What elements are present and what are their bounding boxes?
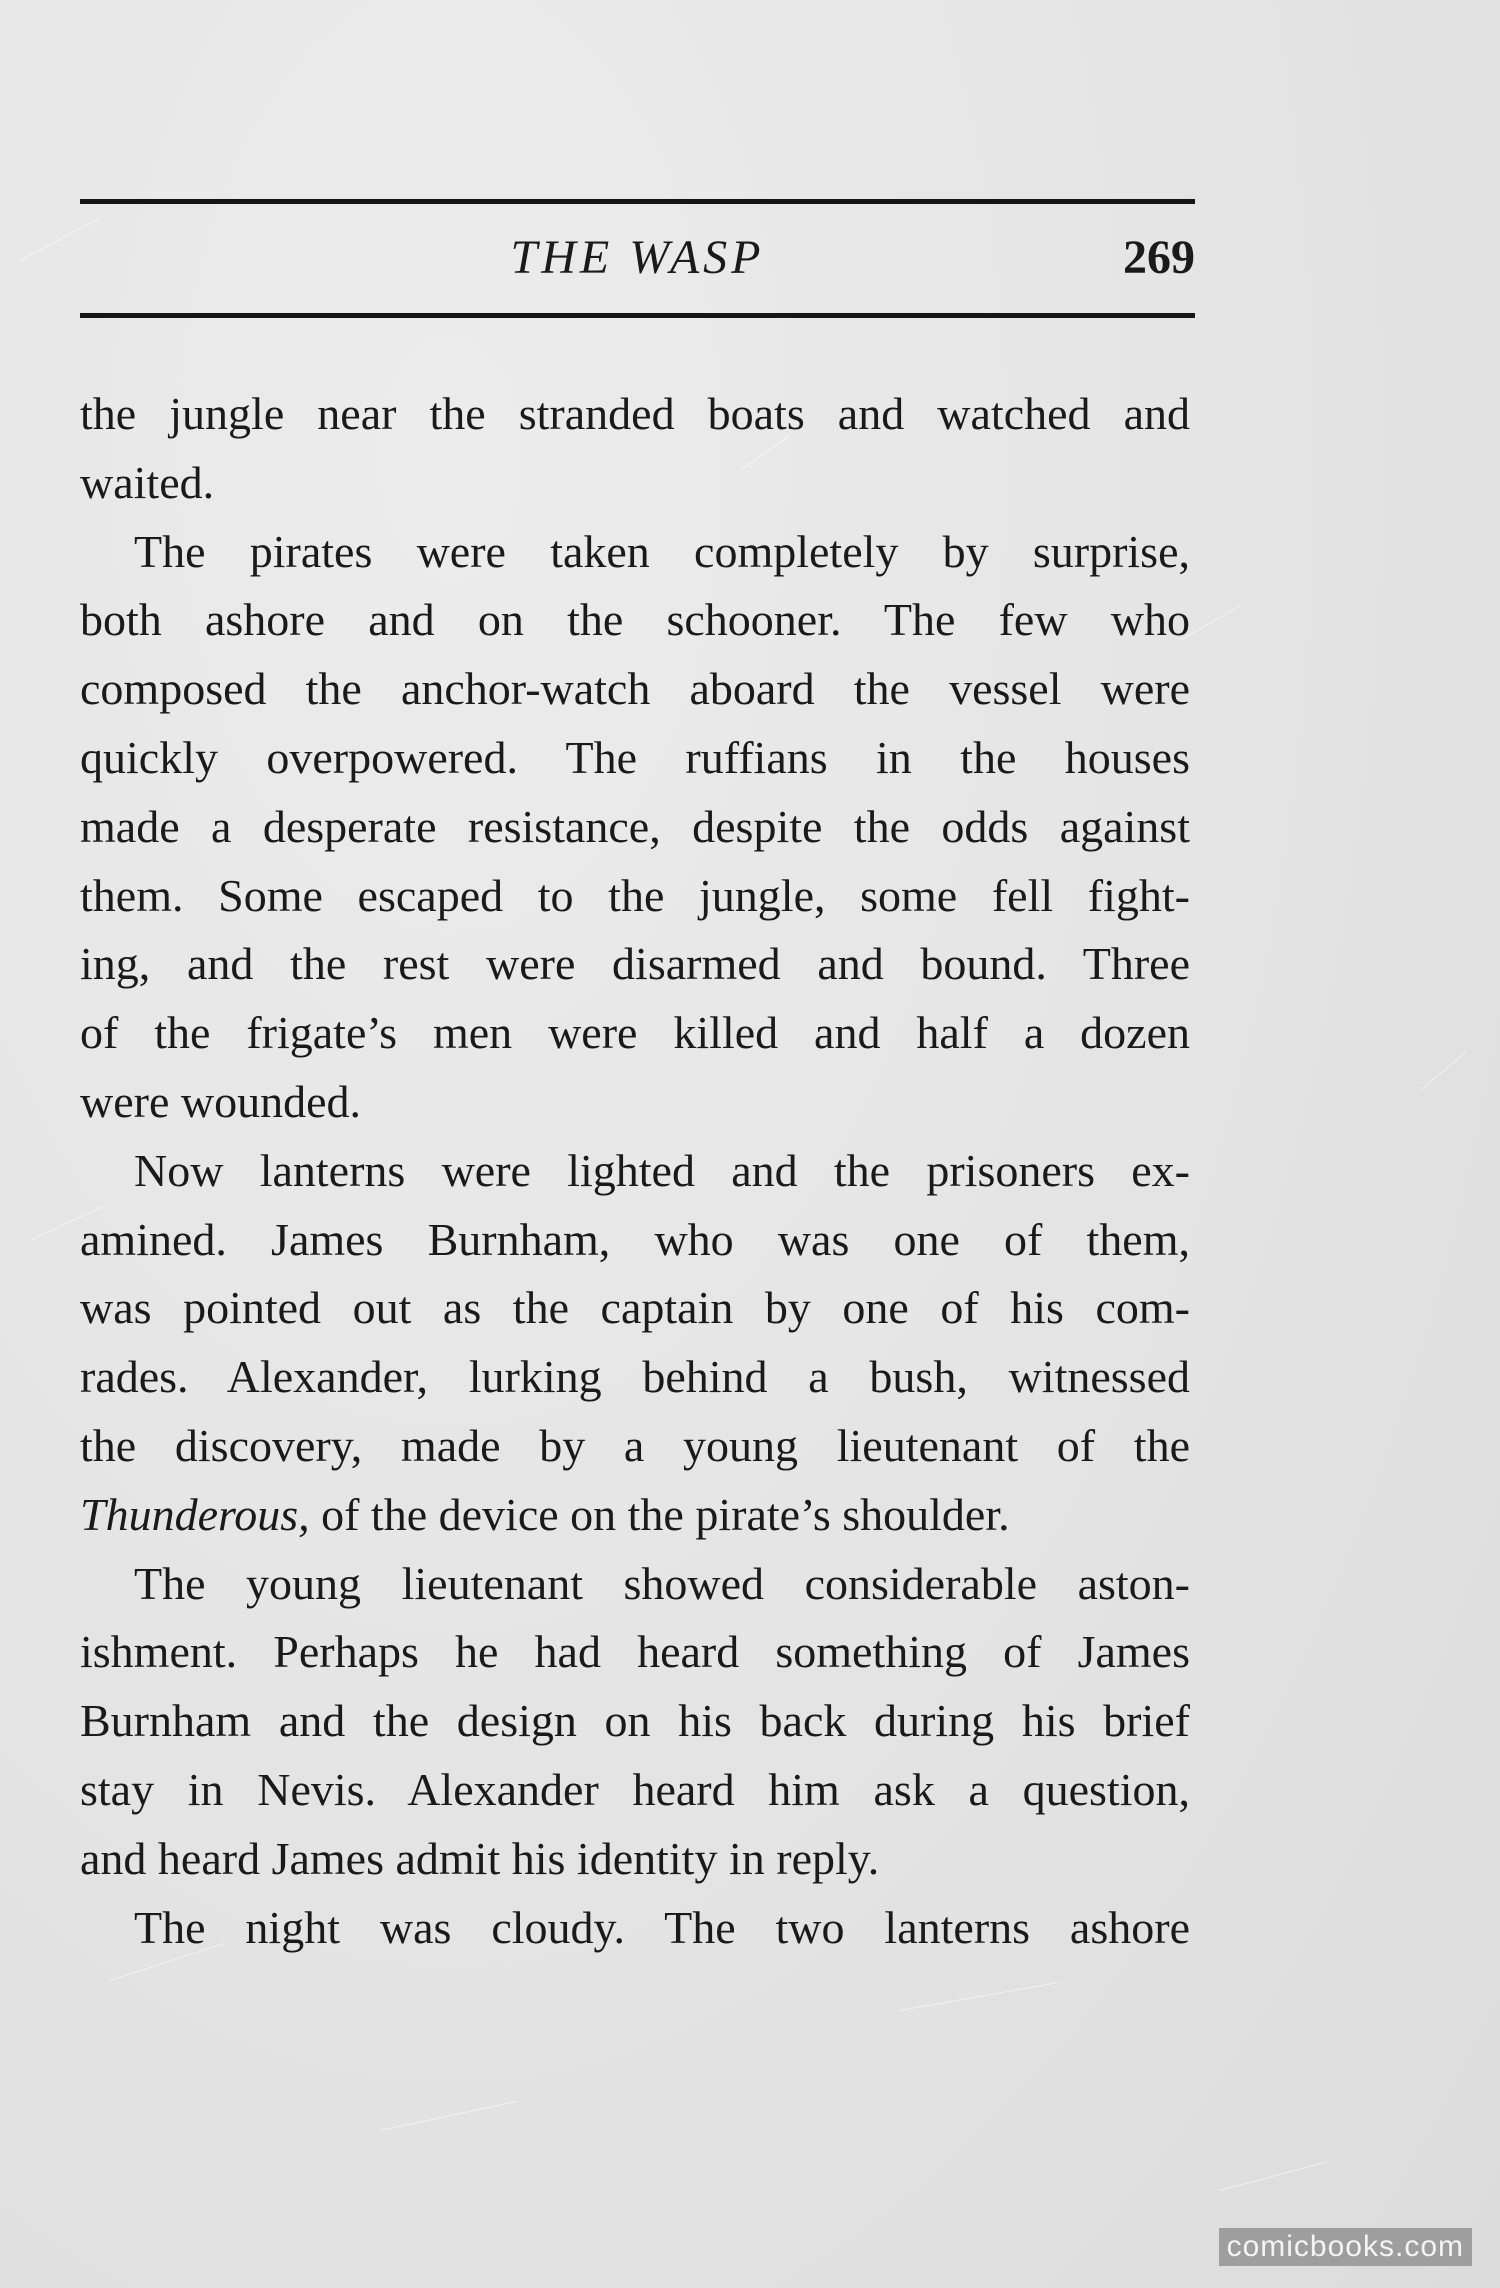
text-line: them. Some escaped to the jungle, some fell fight- [80,869,1190,921]
header-rule-bottom [80,313,1195,318]
text-line: The pirates were taken completely by surprise, [134,525,1190,577]
text-line: both ashore and on the schooner. The few who [80,594,1190,646]
text-line: quickly overpowered. The ruffians in the houses [80,731,1190,783]
text-line: waited. [80,456,215,508]
text-line: the jungle near the stranded boats and watched and [80,388,1190,439]
text-line: the discovery, made by a young lieutenant of the [80,1419,1190,1471]
text-line: rades. Alexander, lurking behind a bush, witnessed [80,1351,1190,1403]
body-text [80,380,1190,1962]
text-line: The young lieutenant showed considerable aston- [134,1557,1190,1609]
text-line: Burnham and the design on his back during his brief [80,1695,1190,1747]
text-line: ishment. Perhaps he had heard something of James [80,1626,1190,1678]
watermark-text: comicbooks.com [1219,2228,1472,2266]
page-number: 269 [1123,231,1195,284]
running-header-title: THE WASP [510,231,765,284]
text-line: were wounded. [80,1075,362,1127]
text-line-rest: of the device on the pirate’s shoulder. [321,1488,1010,1540]
text-line [80,1481,1190,1550]
text-line: and heard James admit his identity in reply. [80,1832,880,1884]
text-line: Now lanterns were lighted and the prisoners ex- [134,1144,1190,1196]
text-line: made a desperate resistance, despite the odds against [80,800,1190,852]
text-line: was pointed out as the captain by one of his com- [80,1282,1190,1334]
text-line: amined. James Burnham, who was one of them, [80,1213,1190,1265]
text-line: of the frigate’s men were killed and half a dozen [80,1007,1190,1059]
text-line: composed the anchor-watch aboard the vessel were [80,663,1190,715]
italic-ship-name: Thunderous, [80,1488,310,1540]
header-rule-top [80,199,1195,204]
text-line: The night was cloudy. The two lanterns ashore [134,1901,1190,1953]
text-line: stay in Nevis. Alexander heard him ask a question, [80,1763,1190,1815]
text-line: ing, and the rest were disarmed and bound. Three [80,938,1190,990]
